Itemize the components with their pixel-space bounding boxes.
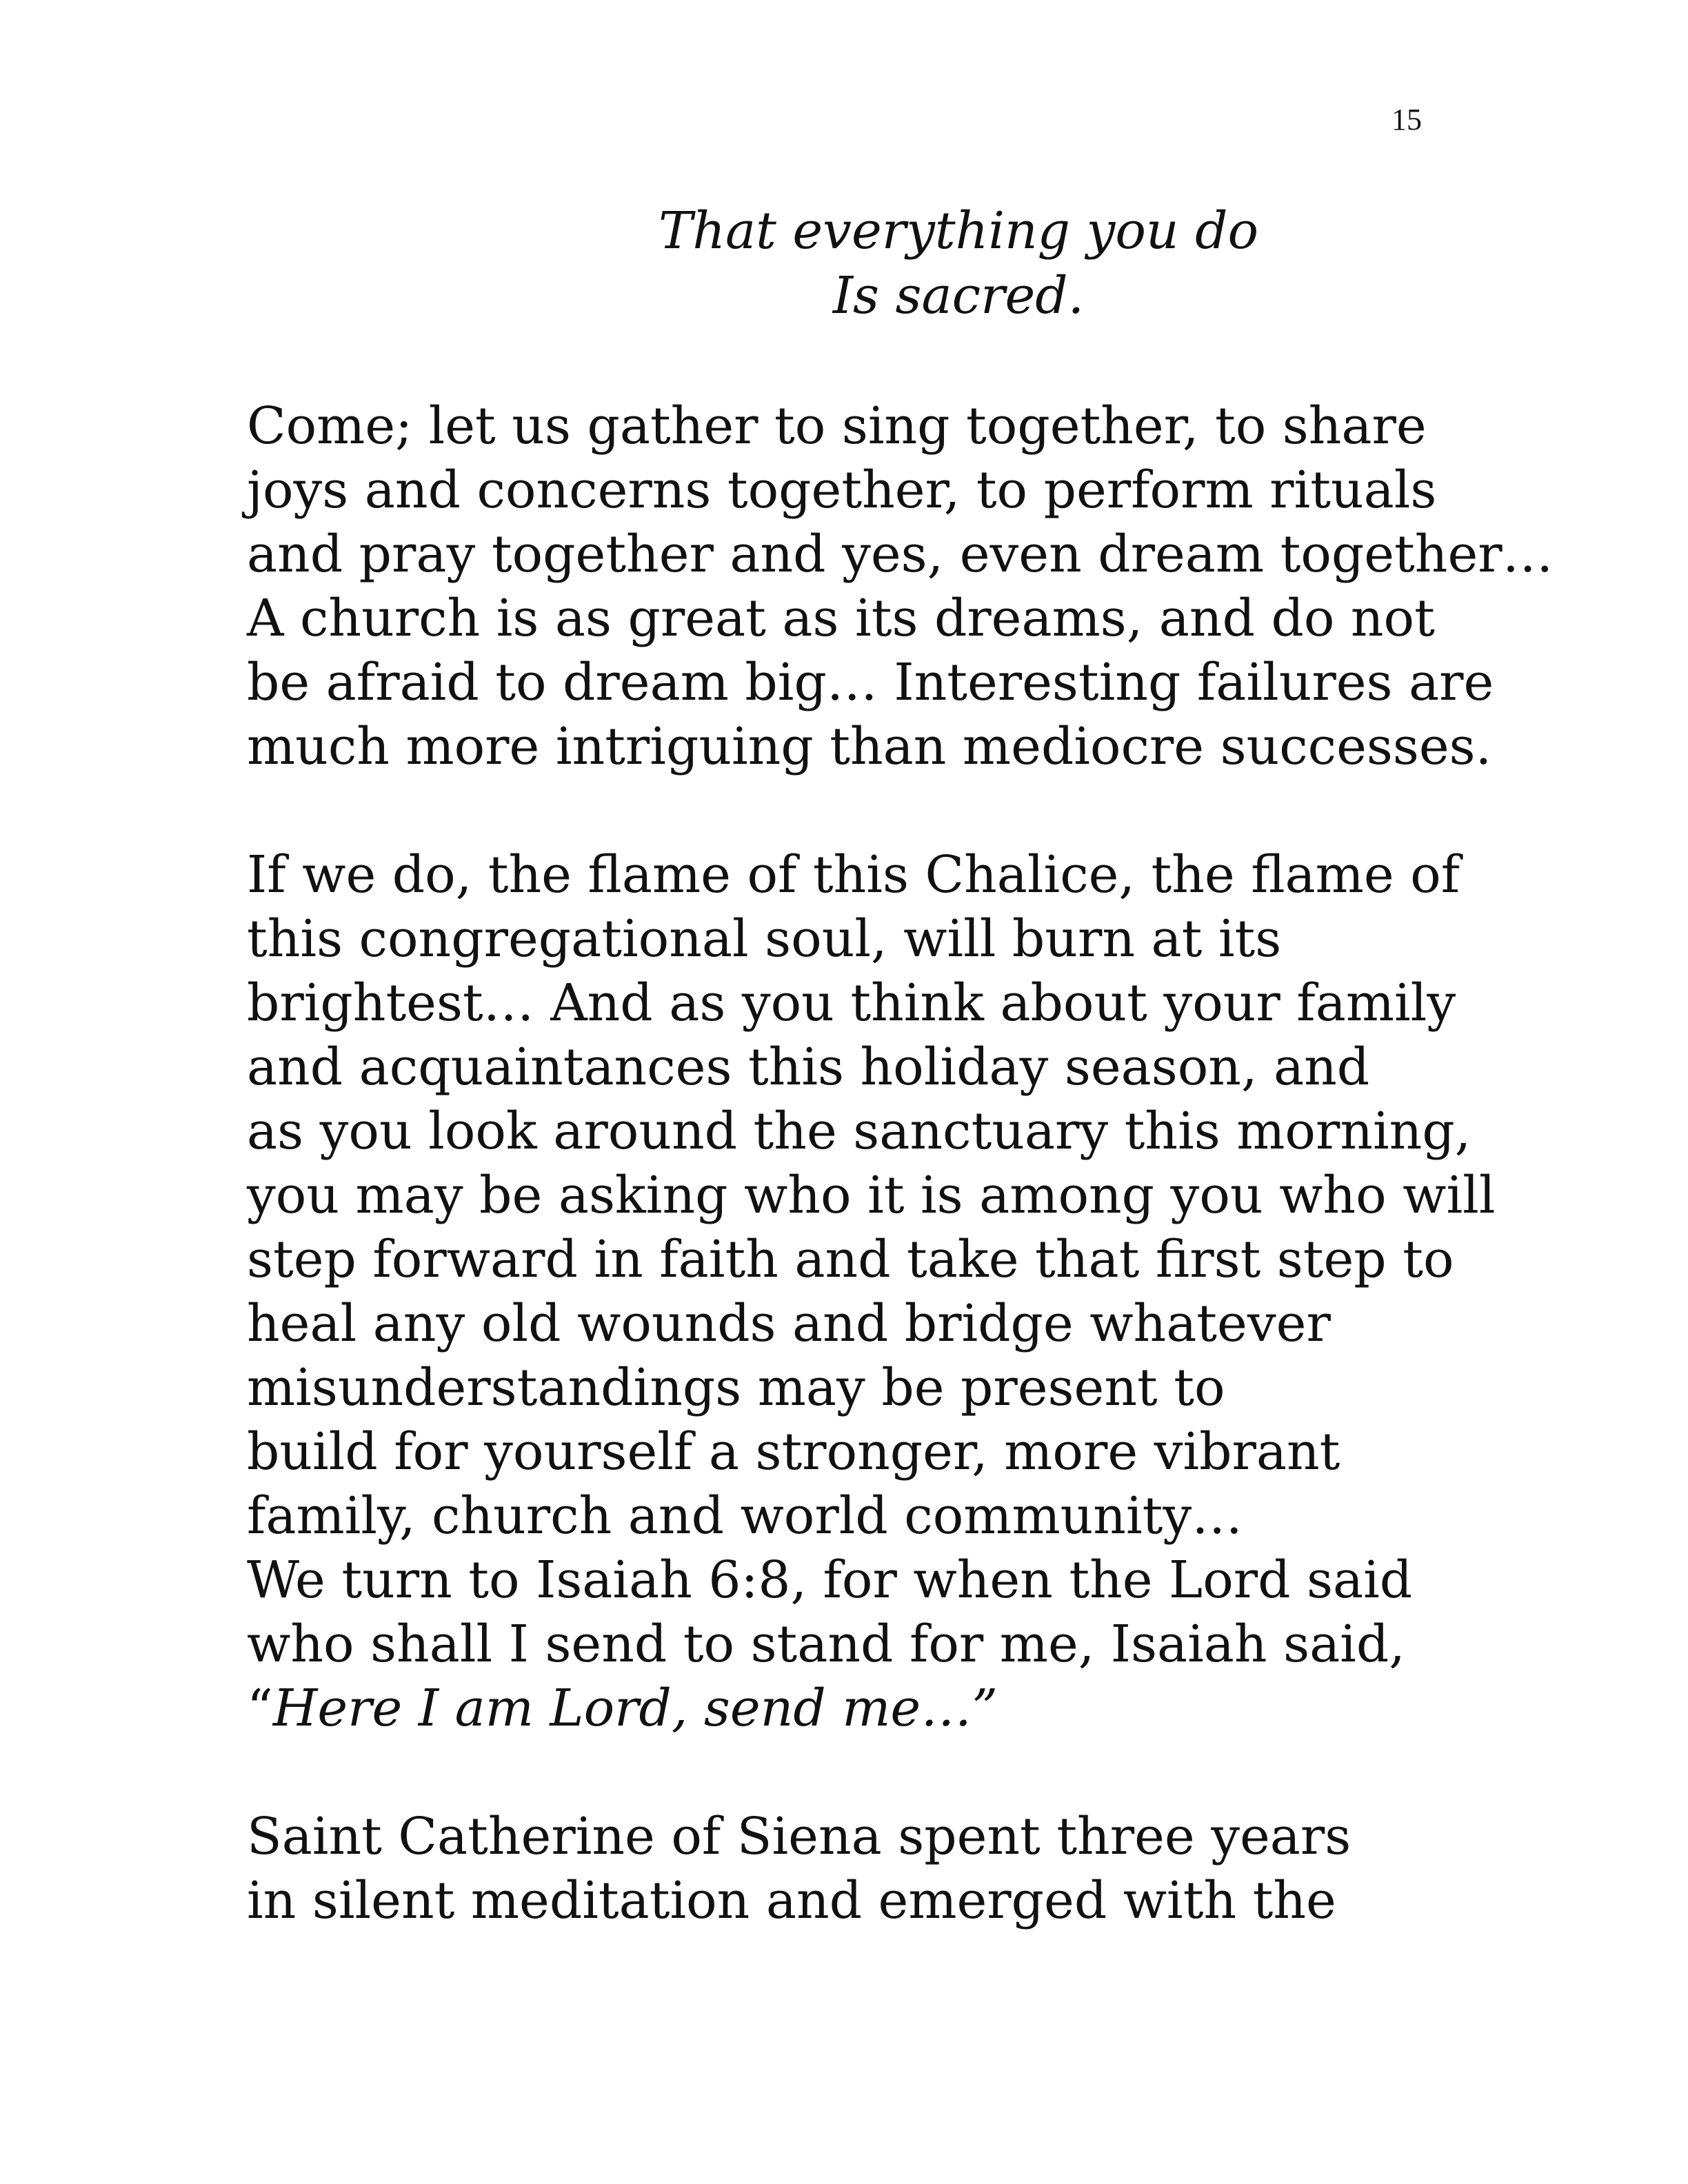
text-line: If we do, the flame of this Chalice, the flame of	[247, 845, 1460, 904]
quote-open-mark: “	[247, 1679, 273, 1738]
text-line: Saint Catherine of Siena spent three years	[247, 1807, 1352, 1866]
text-line: in silent meditation and emerged with the	[247, 1871, 1336, 1930]
text-line: family, church and world community…	[247, 1486, 1243, 1546]
verse-line: That everything you do	[658, 201, 1259, 261]
text-line: joys and concerns together, to perform rituals	[247, 461, 1437, 520]
text-line: brightest… And as you think about your family	[247, 973, 1456, 1033]
paragraph-chalice	[247, 843, 1667, 1741]
page-number: 15	[1391, 103, 1422, 136]
text-line: step forward in faith and take that first step to	[247, 1230, 1454, 1289]
text-line: misunderstandings may be present to	[247, 1358, 1225, 1417]
text-line: A church is as great as its dreams, and do not	[247, 589, 1435, 648]
text-line: be afraid to dream big… Interesting failures are	[247, 653, 1494, 712]
quote-text: Here I am Lord, send me…	[272, 1679, 972, 1738]
text-line: Come; let us gather to sing together, to share	[247, 396, 1427, 456]
text-line: and acquaintances this holiday season, and	[247, 1038, 1370, 1097]
isaiah-quote	[247, 1677, 1667, 1741]
text-line: as you look around the sanctuary this morning,	[247, 1102, 1471, 1161]
text-line: heal any old wounds and bridge whatever	[247, 1294, 1331, 1353]
text-line: build for yourself a stronger, more vibrant	[247, 1422, 1340, 1482]
body-text	[247, 394, 1667, 1933]
quote-close-mark: ”	[972, 1679, 998, 1738]
paragraph-gather	[247, 394, 1667, 779]
verse-block	[400, 199, 1517, 328]
text-line: who shall I send to stand for me, Isaiah said,	[247, 1615, 1405, 1674]
text-line: much more intriguing than mediocre successes.	[247, 717, 1492, 776]
paragraph-catherine	[247, 1805, 1667, 1933]
verse-line: Is sacred.	[832, 266, 1085, 325]
text-line: We turn to Isaiah 6:8, for when the Lord said	[247, 1550, 1413, 1610]
text-line: this congregational soul, will burn at its	[247, 909, 1282, 969]
text-line: and pray together and yes, even dream together…	[247, 525, 1554, 584]
text-line: you may be asking who it is among you who will	[247, 1166, 1496, 1225]
